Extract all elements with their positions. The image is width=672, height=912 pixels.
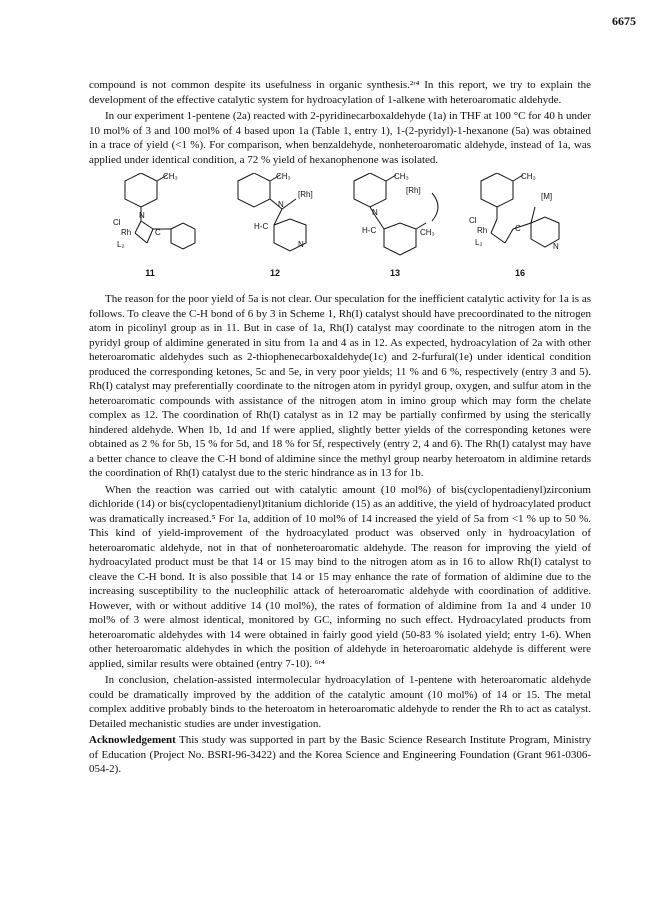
acknowledgement-heading: Acknowledgement bbox=[89, 734, 176, 746]
ch3-label: CH₃ bbox=[521, 173, 536, 181]
paragraph-reason: The reason for the poor yield of 5a is not clear. Our speculation for the inefficient catalytic activity for 1a is as follows. To cleave the C-H bond of 6 by 3 in Scheme 1, Rh(I) catalyst should have precoordinated to the nitrogen atom in picolinyl group as in 11. But in case of 1a, Rh(I) catalyst may coordinate to the nitrogen atom in the pyridyl group of aldimine generated in situ from 1a and 4 as in 12. As expected, hydroacylation of 2a with other heteroaromatic aldehydes such as 2-thiophenecarboxaldehyde(1c) and 2-furfural(1e) under identical condition produced the corresponding ketones, 5c and 5e, in very poor yields; 11 % and 6 %, respectively (entry 3 and 5). Rh(I) catalyst may preferentially coordinate to the nitrogen atom in pyridyl group, oxygen, and sulfur atom in the heteroaromatic compounds with assistance of the nitrogen atom in imino group which may form the chelate complex as 12. The coordination of Rh(I) catalyst as in 12 may be partially confirmed by using the sterically hindered aldehyde. When 1b, 1d and 1f were applied, slightly better yields of the corresponding ketones were obtained as 2 % for 5b, 15 % for 5d, and 18 % for 5f, respectively (entry 2, 4 and 6). The Rh(I) catalyst may have a better chance to cleave the C-H bond of aldimine since the methyl group nearby heteroatom in aldimine retards the coordination of Rh(I) catalyst due to the steric hindrance as in 13 for 1b. bbox=[89, 293, 591, 479]
l2-label: L₂ bbox=[475, 238, 483, 247]
structure-16 bbox=[465, 173, 575, 278]
c-label: C bbox=[515, 224, 521, 233]
acknowledgement-text: This study was supported in part by the Basic Science Research Institute Program, Ministry of Education (Project No. BSRI-96-3422) and the Korea Science and Engineering Foundation (Grant 961-0306-054-2). bbox=[89, 734, 591, 775]
structure-figure bbox=[95, 173, 587, 278]
structure-11 bbox=[95, 173, 205, 278]
hc-label: H-C bbox=[254, 222, 269, 231]
n-label: N bbox=[553, 242, 559, 251]
top-text-block bbox=[89, 78, 591, 169]
n-label: N bbox=[139, 211, 145, 220]
cl-label: Cl bbox=[113, 218, 121, 227]
structure-12-drawing bbox=[220, 173, 330, 265]
ch3-label: CH₃ bbox=[163, 173, 178, 181]
n-label: N bbox=[298, 240, 304, 249]
structure-label: 11 bbox=[145, 268, 155, 278]
structure-11-drawing bbox=[95, 173, 205, 265]
l2-label: L₂ bbox=[117, 240, 125, 249]
c-label: C bbox=[155, 228, 161, 237]
paragraph-experiment: In our experiment 1-pentene (2a) reacted with 2-pyridinecarboxaldehyde (1a) in THF at 100 °C for 40 h under 10 mol% of 3 and 100 mol% of 4 based upon 1a (Table 1, entry 1), 1-(2-pyridyl)-1-hexanone (5a) was obtained in a trace of yield (<1 %). For comparison, when benzaldehyde, nonheteroaromatic aldehyde, instead of 1a, was applied under identical condition, a 72 % yield of hexanophenone was isolated. bbox=[89, 110, 591, 166]
structure-label: 16 bbox=[514, 268, 525, 278]
ch3-label: CH₃ bbox=[276, 173, 291, 181]
cl-label: Cl bbox=[469, 216, 477, 225]
structure-13-drawing bbox=[340, 173, 450, 265]
paragraph-conclusion: In conclusion, chelation-assisted intermolecular hydroacylation of 1-pentene with heteroaromatic aldehyde could be dramatically improved by the addition of the catalytic amount (10 mol%) of 14 or 15. The metal complex additive probably binds to the heteroatom in heteroaromatic aldehyde to render the Rh to act as catalyst. Detailed mechanistic studies are under investigation. bbox=[89, 674, 591, 730]
structure-label: 12 bbox=[269, 268, 280, 278]
body-text-block bbox=[89, 292, 591, 779]
rh-label: Rh bbox=[477, 226, 488, 235]
m-bracket-label: [M] bbox=[541, 192, 553, 201]
structure-12 bbox=[220, 173, 330, 278]
paragraph-intro: compound is not common despite its usefulness in organic synthesis.²ʳ⁴ In this report, we try to explain the development of the effective catalytic system for hydroacylation of 1-alkene with heteroaromatic aldehyde. bbox=[89, 79, 591, 106]
n-label: N bbox=[372, 208, 378, 217]
structure-13 bbox=[340, 173, 450, 278]
ch3-label: CH₃ bbox=[420, 228, 435, 237]
ch3-label: CH₃ bbox=[394, 173, 409, 181]
acknowledgement bbox=[89, 733, 591, 777]
rh-bracket-label: [Rh] bbox=[406, 186, 421, 195]
page-number: 6675 bbox=[612, 14, 636, 28]
rh-bracket-label: [Rh] bbox=[298, 190, 313, 199]
rh-label: Rh bbox=[121, 228, 132, 237]
structure-label: 13 bbox=[389, 268, 400, 278]
n-label: N bbox=[278, 200, 284, 209]
structure-16-drawing bbox=[465, 173, 575, 265]
paragraph-additive: When the reaction was carried out with catalytic amount (10 mol%) of bis(cyclopentadienyl)zirconium dichloride (14) or bis(cyclopentadienyl)titanium dichloride (15) as an additive, the yield of hydroacylated product was dramatically increased.⁵ For 1a, addition of 10 mol% of 14 increased the yield of 5a from <1 % up to 50 %. This kind of yield-improvement of the hydroacylated product was observed only in hydroacylation of heteroaromatic aldehyde, not in that of nonheteroaromatic aldehyde. The reason for improving the yield of hydroacylated product must be that 14 or 15 may bind to the nitrogen atom as in 16 to allow Rh(I) catalyst to cleave the C-H bond. It is also possible that 14 or 15 may enhance the rate of formation of aldimine due to the increasing susceptibility to the nucleophilic attack of heteroaromatic aldehyde with coordination of additive. However, with or without additive 14 (10 mol%), the rates of formation of aldimine from 1a and 4 under 10 mol% of 3 were almost identical, monitored by GC, informing no such effect. Hydroacylated products from heteroaromatic aldehydes with 14 were obtained in fairly good yield (50-83 % isolated yield; entry 1-6). When other heteroaromatic aldehydes in which the position of aldehyde in heteroaromatic aldehyde is different were applied, similar results were obtained (entry 7-10). ⁶ʳ⁴ bbox=[89, 483, 591, 670]
hc-label: H-C bbox=[362, 226, 377, 235]
